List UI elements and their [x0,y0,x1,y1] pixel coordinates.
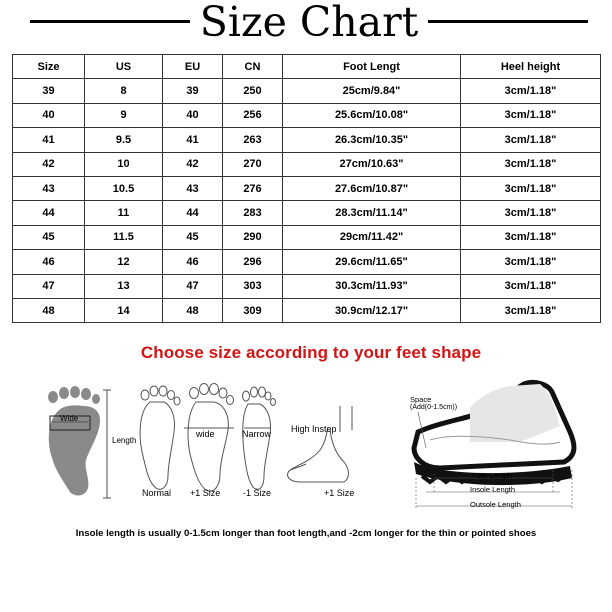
table-cell: 45 [163,225,223,249]
title-row [0,0,612,50]
column-header: EU [163,55,223,79]
table-cell: 256 [223,103,283,127]
table-cell: 250 [223,79,283,103]
table-cell: 3cm/1.18" [461,225,601,249]
table-header-row [13,55,601,79]
table-cell: 41 [163,128,223,152]
table-cell: 45 [13,225,85,249]
title-rule-right [428,20,588,23]
table-cell: 309 [223,298,283,322]
size-table [12,54,601,323]
table-cell: 9 [85,103,163,127]
table-cell: 29cm/11.42" [283,225,461,249]
table-row [13,298,601,322]
length-label: Length [112,436,137,445]
title-rule-left [30,20,190,23]
foot-length-label: Foot Length [472,471,513,480]
table-cell: 48 [13,298,85,322]
table-cell: 42 [163,152,223,176]
table-cell: 3cm/1.18" [461,103,601,127]
table-cell: 41 [13,128,85,152]
table-cell: 3cm/1.18" [461,250,601,274]
table-cell: 47 [13,274,85,298]
narrow-label: Narrow [242,429,272,439]
table-cell: 25.6cm/10.08" [283,103,461,127]
table-cell: 43 [163,176,223,200]
caption-instep: +1 Size [324,488,355,498]
table-cell: 28.3cm/11.14" [283,201,461,225]
table-cell: 3cm/1.18" [461,201,601,225]
table-cell: 283 [223,201,283,225]
table-cell: 14 [85,298,163,322]
table-cell: 10.5 [85,176,163,200]
space-label: Space [410,395,432,404]
table-cell: 3cm/1.18" [461,176,601,200]
table-cell: 25cm/9.84" [283,79,461,103]
table-cell: 48 [163,298,223,322]
table-cell: 263 [223,128,283,152]
insole-note: Insole length is usually 0-1.5cm longer than foot length,and -2cm longer for the thin or pointed shoes [75,528,537,539]
table-cell: 43 [13,176,85,200]
footprint-icon [48,386,111,498]
table-cell: 11.5 [85,225,163,249]
table-cell: 296 [223,250,283,274]
table-row [13,103,601,127]
table-row [13,79,601,103]
table-cell: 270 [223,152,283,176]
section-subtitle: Choose size according to your feet shape [140,343,482,362]
footprint-wide-label: Wide [60,414,79,423]
foot-shape-illustration [0,370,612,520]
page-title: Size Chart [199,0,419,46]
column-header: US [85,55,163,79]
high-instep-label: High Instep [291,424,337,434]
table-row [13,128,601,152]
table-row [13,201,601,225]
table-cell: 30.3cm/11.93" [283,274,461,298]
caption-wide: +1 Size [190,488,221,498]
table-cell: 11 [85,201,163,225]
table-cell: 39 [163,79,223,103]
table-cell: 8 [85,79,163,103]
table-cell: 27.6cm/10.87" [283,176,461,200]
table-body [13,79,601,323]
table-row [13,225,601,249]
table-cell: 42 [13,152,85,176]
column-header: Foot Lengt [283,55,461,79]
table-cell: 290 [223,225,283,249]
table-cell: 3cm/1.18" [461,152,601,176]
table-cell: 303 [223,274,283,298]
table-cell: 47 [163,274,223,298]
foot-shape-diagram [0,370,612,520]
caption-normal: Normal [142,488,172,498]
table-cell: 3cm/1.18" [461,274,601,298]
column-header: Heel height [461,55,601,79]
table-cell: 44 [163,201,223,225]
table-cell: 29.6cm/11.65" [283,250,461,274]
table-row [13,152,601,176]
table-row [13,250,601,274]
table-cell: 30.9cm/12.17" [283,298,461,322]
table-cell: 3cm/1.18" [461,298,601,322]
outsole-length-label: Outsole Length [470,500,521,509]
high-instep-foot-icon [288,406,352,482]
table-cell: 44 [13,201,85,225]
column-header: CN [223,55,283,79]
normal-foot-icon [140,386,180,489]
table-cell: 46 [13,250,85,274]
table-cell: 46 [163,250,223,274]
caption-narrow: -1 Size [243,488,272,498]
table-row [13,274,601,298]
table-cell: 13 [85,274,163,298]
insole-length-label: Insole Length [470,485,516,494]
table-cell: 39 [13,79,85,103]
table-cell: 9.5 [85,128,163,152]
table-cell: 10 [85,152,163,176]
table-cell: 12 [85,250,163,274]
space-detail-label: (Add(0-1.5cm)) [410,404,458,411]
table-cell: 40 [163,103,223,127]
column-header: Size [13,55,85,79]
wide-label: wide [196,429,215,439]
table-cell: 3cm/1.18" [461,79,601,103]
table-cell: 276 [223,176,283,200]
table-cell: 26.3cm/10.35" [283,128,461,152]
table-cell: 3cm/1.18" [461,128,601,152]
table-cell: 27cm/10.63" [283,152,461,176]
table-row [13,176,601,200]
table-cell: 40 [13,103,85,127]
